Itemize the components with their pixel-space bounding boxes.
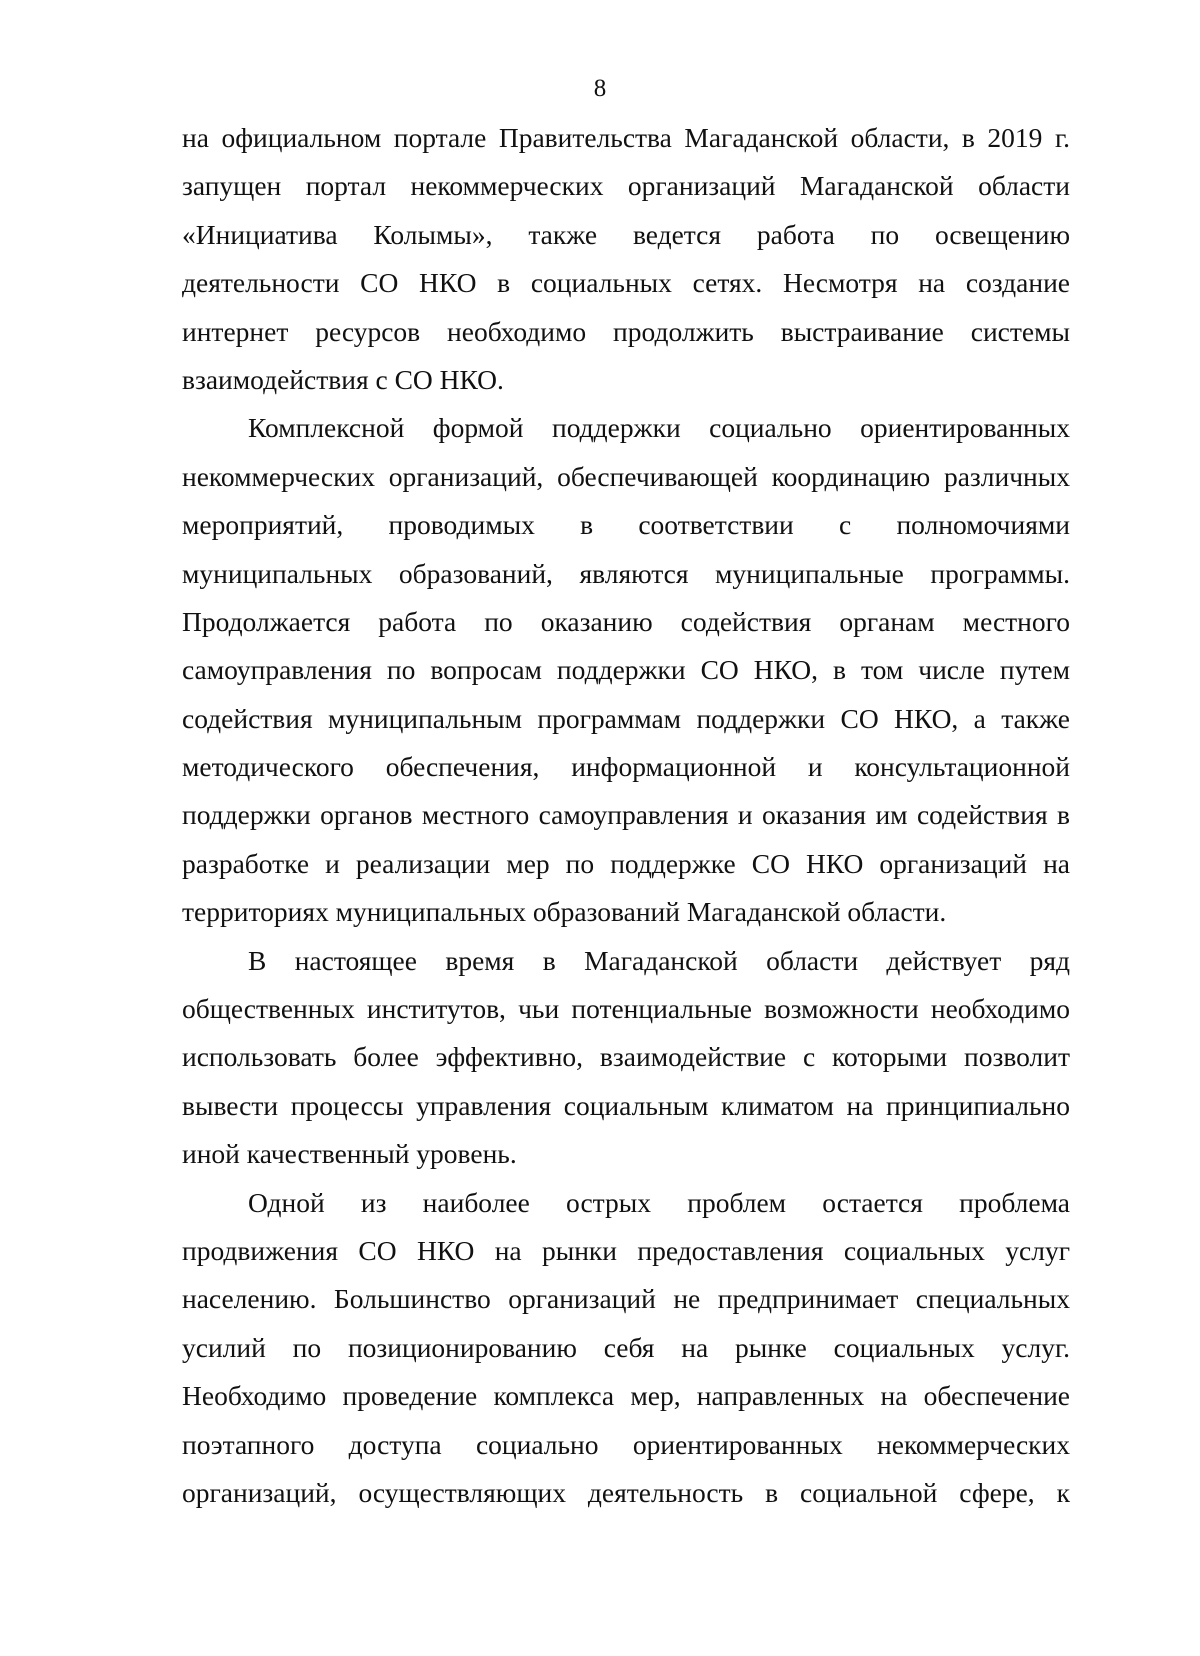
text-line: населению. Большинство организаций не предпринимает специальных <box>182 1283 1070 1315</box>
text-line: продвижения СО НКО на рынки предоставления социальных услуг <box>182 1234 1070 1266</box>
text-line: поддержки органов местного самоуправления и оказания им содействия в <box>182 799 1070 831</box>
text-line: содействия муниципальным программам поддержки СО НКО, а также <box>182 702 1070 734</box>
text-line: усилий по позиционированию себя на рынке социальных услуг. <box>182 1331 1070 1363</box>
text-line: В настоящее время в Магаданской области действует ряд <box>248 944 1070 976</box>
text-line: «Инициатива Колымы», также ведется работа по освещению <box>182 218 1070 250</box>
text-line: Необходимо проведение комплекса мер, направленных на обеспечение <box>182 1380 1070 1412</box>
text-line: иной качественный уровень. <box>182 1138 517 1170</box>
text-line: запущен портал некоммерческих организаций Магаданской области <box>182 170 1070 202</box>
paragraph <box>182 937 1070 1179</box>
document-body <box>182 114 1070 1517</box>
text-line: методического обеспечения, информационной и консультационной <box>182 751 1070 783</box>
text-line: организаций, осуществляющих деятельность в социальной сфере, к <box>182 1476 1070 1508</box>
text-line: поэтапного доступа социально ориентированных некоммерческих <box>182 1428 1070 1460</box>
text-line: Продолжается работа по оказанию содействия органам местного <box>182 605 1070 637</box>
paragraph <box>182 404 1070 936</box>
text-line: территориях муниципальных образований Магаданской области. <box>182 896 947 928</box>
text-line: общественных институтов, чьи потенциальные возможности необходимо <box>182 993 1070 1025</box>
text-line: деятельности СО НКО в социальных сетях. Несмотря на создание <box>182 267 1070 299</box>
text-line: на официальном портале Правительства Магаданской области, в 2019 г. <box>182 122 1070 153</box>
text-line: мероприятий, проводимых в соответствии с полномочиями <box>182 509 1070 541</box>
text-line: использовать более эффективно, взаимодействие с которыми позволит <box>182 1041 1070 1073</box>
text-line: муниципальных образований, являются муниципальные программы. <box>182 557 1070 589</box>
paragraph <box>182 114 1070 404</box>
text-line: некоммерческих организаций, обеспечивающей координацию различных <box>182 460 1070 492</box>
text-line: Комплексной формой поддержки социально ориентированных <box>248 412 1070 444</box>
text-line: самоуправления по вопросам поддержки СО НКО, в том числе путем <box>182 654 1070 686</box>
text-line: интернет ресурсов необходимо продолжить выстраивание системы <box>182 315 1070 347</box>
text-line: разработке и реализации мер по поддержке СО НКО организаций на <box>182 847 1070 879</box>
text-line: взаимодействия с СО НКО. <box>182 363 504 395</box>
text-line: вывести процессы управления социальным климатом на принципиально <box>182 1089 1070 1121</box>
text-line: Одной из наиболее острых проблем остается проблема <box>248 1186 1070 1218</box>
paragraph <box>182 1179 1070 1518</box>
page-number: 8 <box>593 75 607 102</box>
